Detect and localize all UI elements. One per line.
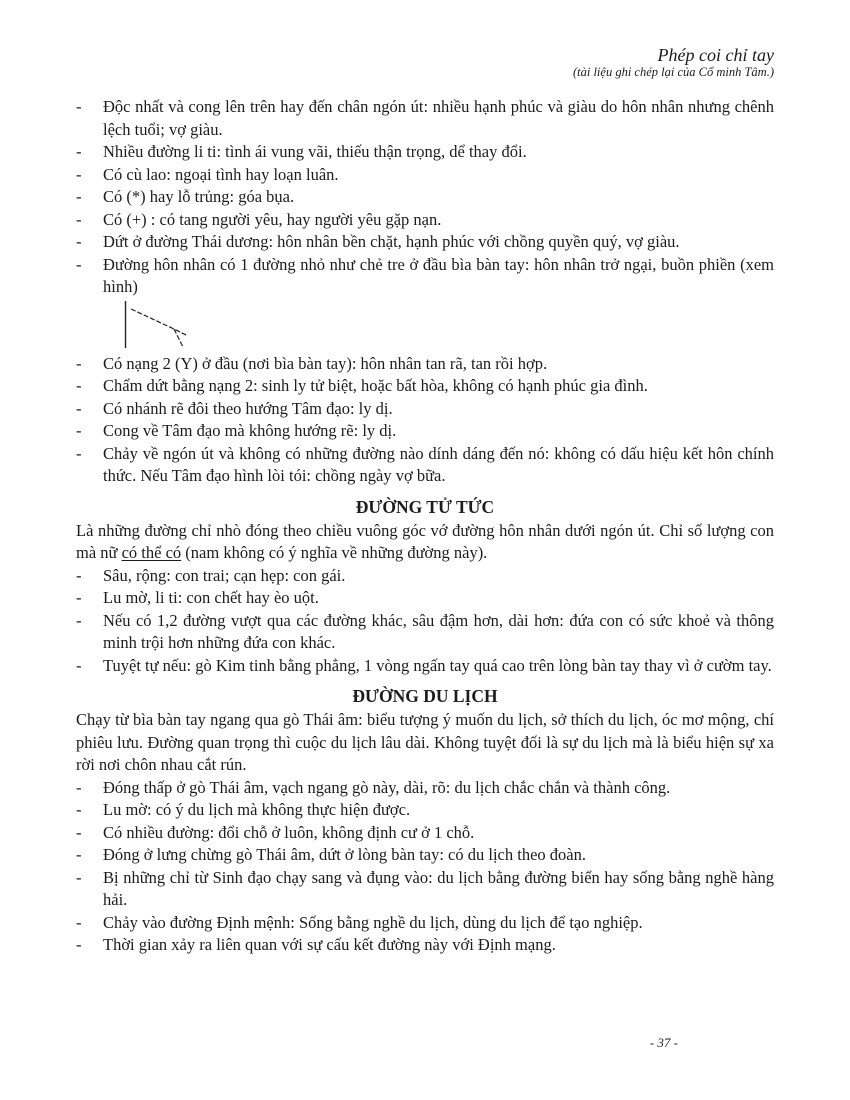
intro-text-after: (nam không có ý nghĩa về những đường này). xyxy=(181,543,488,562)
page-content xyxy=(76,96,774,957)
bullet-dash: - xyxy=(76,935,82,954)
bullet-dash: - xyxy=(76,912,82,932)
document-subtitle: (tài liệu ghi chép lại của Cổ minh Tâm.) xyxy=(572,65,774,79)
list-item xyxy=(76,254,774,299)
bullet-dash: - xyxy=(76,142,82,161)
list-item xyxy=(76,822,774,845)
bullet-dash: - xyxy=(76,800,82,819)
bullet-dash: - xyxy=(76,398,82,418)
list-item-text: Thời gian xảy ra liên quan với sự cấu kết đường này với Định mạng. xyxy=(103,935,556,954)
page-header xyxy=(76,45,774,80)
bullet-dash: - xyxy=(76,845,82,864)
list-item xyxy=(76,164,774,187)
list-item-text: Có (+) : có tang người yêu, hay người yêu gặp nạn. xyxy=(103,209,442,229)
list-item-text: Chảy về ngón út và không có những đường nào dính dáng đến nó: không có dấu hiệu kết hôn chính thức. Nếu Tâm đạo hình lòi tói: chồng ngày vợ bữa. xyxy=(103,443,774,485)
list-item-text: Tuyệt tự nếu: gò Kim tinh bằng phẳng, 1 vòng ngấn tay quá cao trên lòng bàn tay thay vì ở cườm tay. xyxy=(103,655,772,675)
bullet-dash: - xyxy=(76,254,82,274)
bullet-dash: - xyxy=(76,421,82,440)
list-item xyxy=(76,912,774,935)
section-heading-tu-tuc: ĐƯỜNG TỬ TỨC xyxy=(355,496,495,517)
list-item xyxy=(76,587,774,610)
intro-text-underlined: có thể có xyxy=(121,543,182,562)
list-item-text: Cong về Tâm đạo mà không hướng rẽ: ly dị. xyxy=(103,421,397,440)
list-item-text: Nhiều đường li ti: tình ái vung vãi, thiếu thận trọng, dể thay đổi. xyxy=(103,142,527,161)
y-fork-diagram-icon xyxy=(120,299,200,353)
bullet-dash: - xyxy=(76,164,82,184)
list-item xyxy=(76,934,774,957)
tu-tuc-intro-paragraph xyxy=(76,520,774,565)
list-item-text: Chảy vào đường Định mệnh: Sống bằng nghề du lịch, dùng du lịch để tạo nghiệp. xyxy=(103,912,643,932)
list-item-text: Đường hôn nhân có 1 đường nhỏ như chẻ tre ở đầu bìa bàn tay: hôn nhân trở ngại, buồn phiền (xem hình) xyxy=(103,254,774,296)
bullet-dash: - xyxy=(76,822,82,842)
page-number: - 37 - xyxy=(649,1035,678,1050)
list-item-text: Bị những chỉ từ Sinh đạo chạy sang và đụng vào: du lịch bằng đường biển hay sống bằng nghề hàng hải. xyxy=(103,867,774,909)
list-item-text: Có nạng 2 (Y) ở đầu (nơi bìa bàn tay): hôn nhân tan rã, tan rồi hợp. xyxy=(103,353,548,373)
list-item-text: Có nhánh rẽ đôi theo hướng Tâm đạo: ly dị. xyxy=(103,398,393,418)
list-item xyxy=(76,96,774,141)
intro-text-before: Là những đường chỉ nhò đóng theo chiều vuông góc vớ đường hôn nhân dưới ngón út. Chỉ số lượng con mà nữ xyxy=(76,520,774,562)
bullet-dash: - xyxy=(76,353,82,373)
list-item xyxy=(76,353,774,376)
list-item-text: Dứt ở đường Thái dương: hôn nhân bền chặt, hạnh phúc với chồng quyền quý, vợ giàu. xyxy=(103,232,680,251)
marriage-line-figure xyxy=(120,299,774,353)
list-item xyxy=(76,231,774,254)
du-lich-intro-paragraph: Chạy từ bìa bàn tay ngang qua gò Thái âm: biểu tượng ý muốn du lịch, sở thích du lịch, óc mơ mộng, chí phiêu lưu. Đường quan trọng thì cuộc du lịch lâu dài. Không tuyệt đối là sự du lịch mà là biểu hiện sự xa rời nơi chôn nhau cắt rún. xyxy=(76,710,774,774)
bullet-dash: - xyxy=(76,209,82,229)
list-item xyxy=(76,565,774,588)
list-item xyxy=(76,209,774,232)
bullet-dash: - xyxy=(76,655,82,675)
section-heading-du-lich: ĐƯỜNG DU LỊCH xyxy=(352,686,498,706)
bullet-dash: - xyxy=(76,565,82,585)
list-item xyxy=(76,141,774,164)
list-item xyxy=(76,610,774,655)
list-item-text: Đóng thấp ở gò Thái âm, vạch ngang gò này, dài, rõ: du lịch chắc chắn và thành công. xyxy=(103,777,671,797)
list-item xyxy=(76,398,774,421)
list-item-text: Lu mờ: có ý du lịch mà không thực hiện được. xyxy=(103,800,411,819)
list-item-text: Có cù lao: ngoại tình hay loạn luân. xyxy=(103,164,339,184)
list-item xyxy=(76,443,774,488)
list-item-text: Nếu có 1,2 đường vượt qua các đường khác, sâu đậm hơn, dài hơn: đứa con có sức khoẻ và thông minh trội hơn những đứa con khác. xyxy=(103,610,774,652)
list-item xyxy=(76,375,774,398)
list-item xyxy=(76,655,774,678)
list-item xyxy=(76,186,774,209)
bullet-dash: - xyxy=(76,187,82,206)
bullet-dash: - xyxy=(76,376,82,395)
list-item-text: Sâu, rộng: con trai; cạn hẹp: con gái. xyxy=(103,565,346,585)
bullet-dash: - xyxy=(76,97,82,116)
list-item xyxy=(76,844,774,867)
list-item-text: Chấm dứt bằng nạng 2: sinh ly tử biệt, hoặc bất hòa, không có hạnh phúc gia đình. xyxy=(103,376,648,395)
list-item-text: Độc nhất và cong lên trên hay đến chân ngón út: nhiều hạnh phúc và giàu do hôn nhân nhưng chênh lệch tuổi; vợ giàu. xyxy=(103,97,774,139)
list-item-text: Có (*) hay lỗ trủng: góa bụa. xyxy=(103,187,295,206)
list-item xyxy=(76,420,774,443)
list-item xyxy=(76,777,774,800)
bullet-dash: - xyxy=(76,232,82,251)
bullet-dash: - xyxy=(76,588,82,607)
list-item xyxy=(76,867,774,912)
bullet-dash: - xyxy=(76,443,82,463)
bullet-dash: - xyxy=(76,867,82,887)
bullet-dash: - xyxy=(76,610,82,630)
list-item-text: Đóng ở lưng chừng gò Thái âm, dứt ở lòng bàn tay: có du lịch theo đoàn. xyxy=(103,845,586,864)
list-item-text: Lu mờ, li ti: con chết hay èo uột. xyxy=(103,588,319,607)
document-title: Phép coi chỉ tay xyxy=(657,45,774,65)
list-item xyxy=(76,799,774,822)
bullet-dash: - xyxy=(76,777,82,797)
list-item-text: Có nhiều đường: đổi chỗ ở luôn, không định cư ở 1 chỗ. xyxy=(103,822,475,842)
